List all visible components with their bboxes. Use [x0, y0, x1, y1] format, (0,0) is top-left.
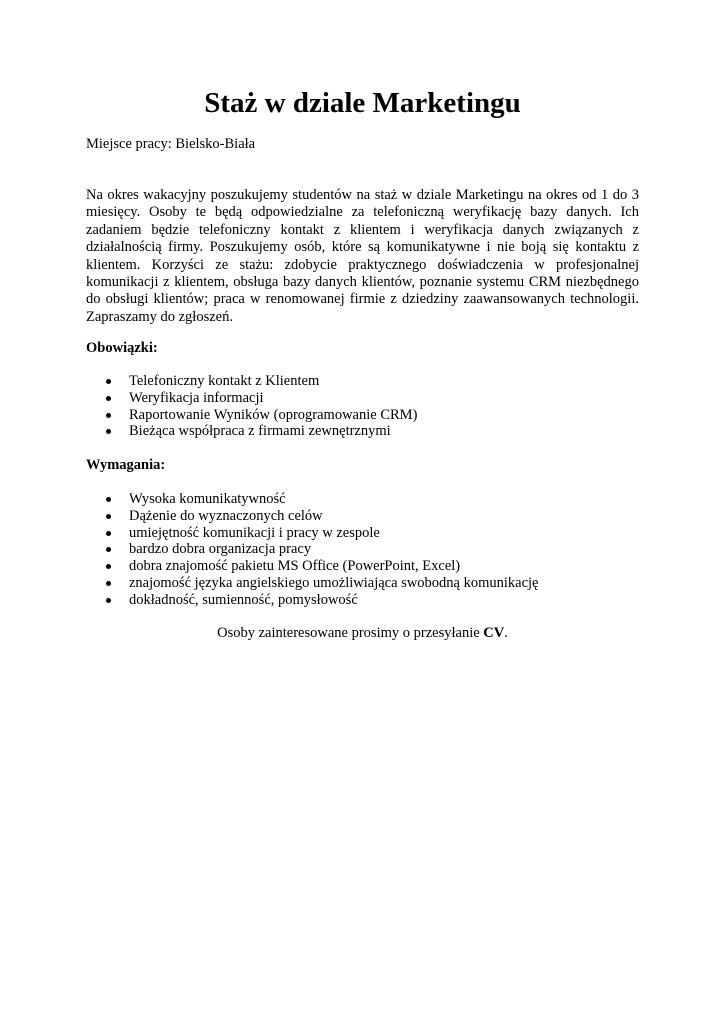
list-item: dobra znajomość pakietu MS Office (PowerPoint, Excel) — [86, 558, 539, 575]
list-item: znajomość języka angielskiego umożliwiająca swobodną komunikację — [86, 575, 539, 592]
list-item: umiejętność komunikacji i pracy w zespole — [86, 525, 539, 542]
list-item: Raportowanie Wyników (oprogramowanie CRM) — [86, 407, 417, 424]
duties-list — [86, 373, 417, 440]
intro-paragraph: Na okres wakacyjny poszukujemy studentów na staż w dziale Marketingu na okres od 1 do 3 miesięcy. Osoby te będą odpowiedzialne za telefoniczną weryfikację bazy danych. Ich zadaniem będzie telefoniczny kontakt z klientem i weryfikacja danych związanych z działalnością firmy. Poszukujemy osób, które są komunikatywne i nie boją się kontaktu z klientem. Korzyści ze stażu: zdobycie praktycznego doświadczenia w profesjonalnej komunikacji z klientem, obsługa bazy danych klientów, poznanie systemu CRM niezbędnego do obsługi klientów; praca w renomowanej firmie z dziedziny zaawansowanych technologii. Zapraszamy do zgłoszeń. — [86, 187, 639, 325]
closing-text: Osoby zainteresowane prosimy o przesyłanie — [217, 625, 484, 641]
list-item: Telefoniczny kontakt z Klientem — [86, 373, 417, 390]
document-title: Staż w dziale Marketingu — [204, 87, 521, 119]
work-location: Miejsce pracy: Bielsko-Biała — [86, 136, 256, 152]
requirements-list — [86, 491, 539, 609]
cv-emphasis: CV — [483, 625, 505, 641]
list-item: Weryfikacja informacji — [86, 390, 417, 407]
list-item: dokładność, sumienność, pomysłowość — [86, 592, 539, 609]
list-item: Dążenie do wyznaczonych celów — [86, 508, 539, 525]
closing-note — [86, 625, 639, 642]
closing-suffix: . — [504, 625, 508, 641]
list-item: Bieżąca współpraca z firmami zewnętrznymi — [86, 423, 417, 440]
requirements-heading: Wymagania: — [86, 457, 166, 473]
list-item: Wysoka komunikatywność — [86, 491, 539, 508]
duties-heading: Obowiązki: — [86, 340, 158, 356]
list-item: bardzo dobra organizacja pracy — [86, 541, 539, 558]
